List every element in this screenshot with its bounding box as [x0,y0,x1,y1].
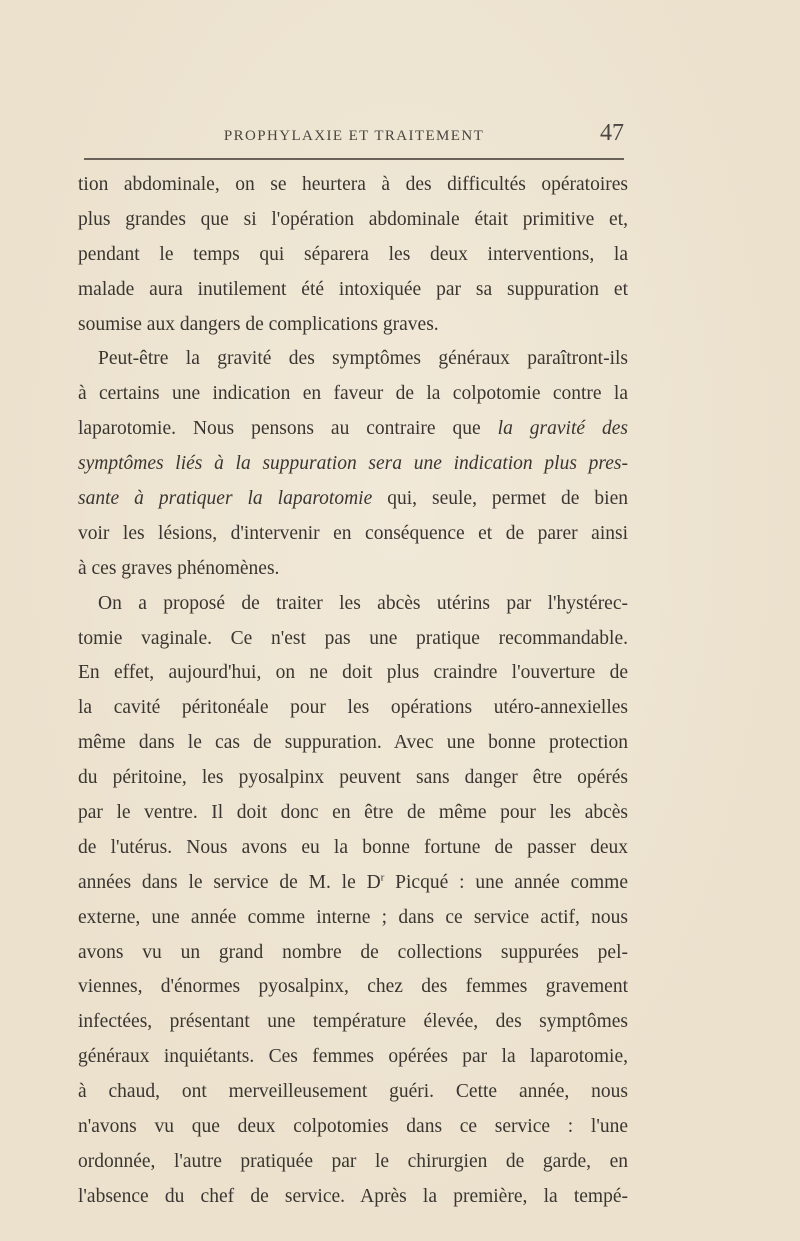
text-line: pendant le temps qui séparera les deux interventions, la [78,243,628,265]
text-line: du péritoine, les pyosalpinx peuvent sans danger être opérés [78,767,628,789]
text-line: à certains une indication en faveur de la colpotomie contre la [78,383,628,405]
text-line: externe, une année comme interne ; dans ce service actif, nous [78,906,628,928]
text-line: l'absence du chef de service. Après la première, la tempé- [78,1185,628,1207]
italic-run: sante à pratiquer la laparotomie [78,488,373,510]
text-line: infectées, présentant une température élevée, des symptômes [78,1011,628,1033]
text-line: malade aura inutilement été intoxiquée par sa suppuration et [78,278,628,300]
text-run: Picqué : une année comme [384,871,628,893]
italic-run: la gravité des [497,418,629,440]
running-head: PROPHYLAXIE ET TRAITEMENT [223,128,485,144]
page-number: 47 [600,120,624,146]
text-line: de l'utérus. Nous avons eu la bonne fortune de passer deux [78,836,628,858]
text-line: Peut-être la gravité des symptômes généraux paraîtront-ils [98,348,628,370]
text-run: laparotomie. Nous pensons au contraire que [78,418,498,440]
page-header [80,118,628,158]
text-line: n'avons vu que deux colpotomies dans ce service : l'une [78,1116,628,1138]
text-line: soumise aux dangers de complications graves. [78,313,439,335]
text-line: viennes, d'énormes pyosalpinx, chez des femmes gravement [78,976,628,998]
text-line: tomie vaginale. Ce n'est pas une pratique recommandable. [78,627,628,649]
text-line: par le ventre. Il doit donc en être de même pour les abcès [78,802,628,824]
text-line [78,412,628,447]
text-line: ordonnée, l'autre pratiquée par le chirurgien de garde, en [78,1150,628,1172]
text-line: plus grandes que si l'opération abdominale était primitive et, [78,208,628,230]
text-line [78,482,628,517]
text-line: à ces graves phénomènes. [78,557,280,579]
header-rule [84,158,624,160]
text-run: qui, seule, permet de bien [372,488,628,510]
superscript: r [380,871,385,884]
text-line: la cavité péritonéale pour les opérations utéro-annexielles [78,697,628,719]
text-line: même dans le cas de suppuration. Avec une bonne protection [78,732,628,754]
text-line [78,447,628,482]
italic-run: symptômes liés à la suppuration sera une indication plus pres- [78,453,628,475]
text-line: avons vu un grand nombre de collections suppurées pel- [78,941,628,963]
text-line: à chaud, ont merveilleusement guéri. Cette année, nous [78,1081,628,1103]
body-text [78,168,628,1215]
text-line [78,866,628,901]
text-run: années dans le service de M. le D [78,871,381,893]
text-line: généraux inquiétants. Ces femmes opérées par la laparotomie, [78,1046,628,1068]
text-line: voir les lésions, d'intervenir en conséquence et de parer ainsi [78,522,628,544]
text-line: On a proposé de traiter les abcès utérins par l'hystérec- [98,592,628,614]
text-line: En effet, aujourd'hui, on ne doit plus craindre l'ouverture de [78,662,628,684]
text-line: tion abdominale, on se heurtera à des difficultés opératoires [78,174,628,195]
